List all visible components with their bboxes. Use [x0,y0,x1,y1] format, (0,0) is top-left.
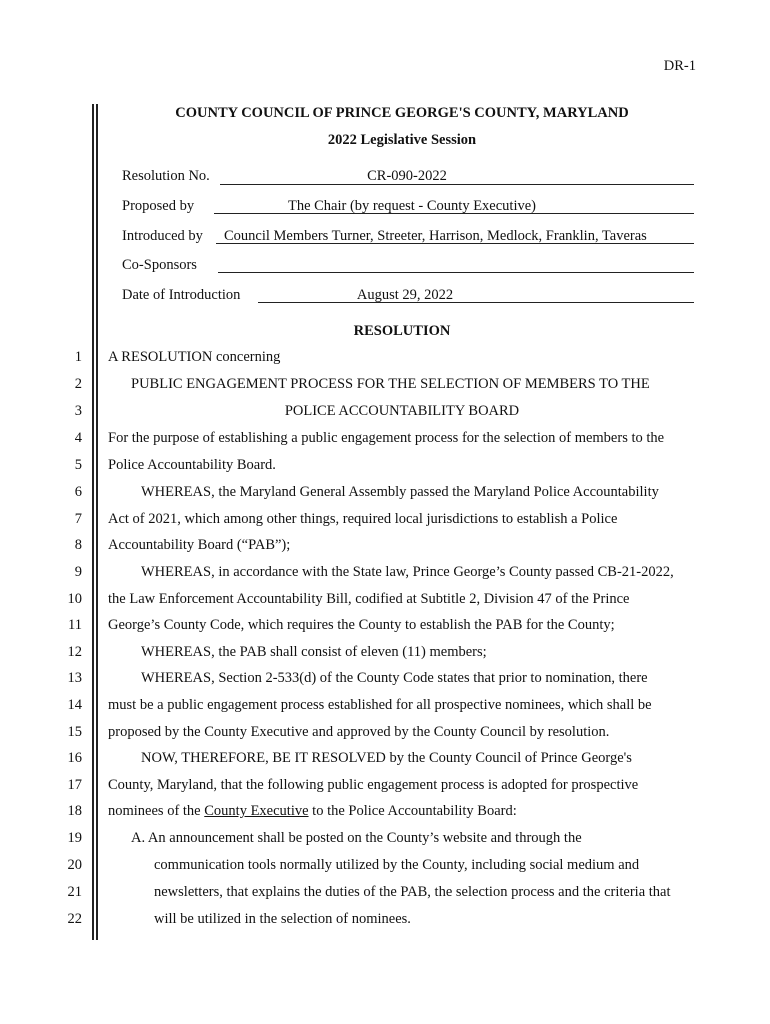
body-line: the Law Enforcement Accountability Bill, codified at Subtitle 2, Division 47 of the Prince [108,591,630,607]
body-line: George’s County Code, which requires the County to establish the PAB for the County; [108,617,615,633]
line-number: 14 [67,697,82,713]
body-line: WHEREAS, in accordance with the State law, Prince George’s County passed CB-21-2022, [141,564,674,580]
field-value-resolution-no: CR-090-2022 [367,168,447,184]
line-number: 22 [67,911,82,927]
line18-underlined: County Executive [204,803,309,819]
body-line: newsletters, that explains the duties of the PAB, the selection process and the criteria that [154,884,671,900]
field-label-co-sponsors: Co-Sponsors [122,257,197,273]
field-value-date-of-introduction: August 29, 2022 [356,287,454,303]
body-line: WHEREAS, the PAB shall consist of eleven (11) members; [141,644,487,660]
body-line: A RESOLUTION concerning [108,349,281,365]
line-number: 18 [67,803,82,819]
council-title: COUNTY COUNCIL OF PRINCE GEORGE'S COUNTY, MARYLAND [175,105,629,121]
line-number: 16 [67,750,82,766]
line-number: 19 [67,830,82,846]
body-line: County, Maryland, that the following public engagement process is adopted for prospective [108,777,639,793]
line-number: 13 [67,670,82,686]
resolution-heading: RESOLUTION [353,323,451,339]
line-number: 17 [67,777,82,793]
line-number: 20 [67,857,82,873]
field-value-proposed-by: The Chair (by request - County Executive) [287,198,537,214]
field-rule [218,272,694,273]
line-number: 1 [74,349,82,365]
body-line: WHEREAS, the Maryland General Assembly passed the Maryland Police Accountability [141,484,659,500]
body-line: proposed by the County Executive and approved by the County Council by resolution. [108,724,610,740]
field-value-introduced-by: Council Members Turner, Streeter, Harrison, Medlock, Franklin, Taveras [224,228,647,244]
body-line: communication tools normally utilized by the County, including social medium and [154,857,640,873]
line-number: 21 [67,884,82,900]
body-line: For the purpose of establishing a public engagement process for the selection of members to the [108,430,665,446]
line18-after: to the Police Accountability Board: [308,803,517,819]
field-label-proposed-by: Proposed by [122,198,195,214]
line-number: 2 [74,376,82,392]
session-title: 2022 Legislative Session [327,132,477,148]
line18-before: nominees of the [108,803,205,819]
margin-bar-outer [92,104,94,940]
line-number: 5 [74,457,82,473]
line-number: 9 [74,564,82,580]
line-number: 4 [74,430,82,446]
field-label-resolution-no: Resolution No. [122,168,210,184]
body-line: will be utilized in the selection of nominees. [154,911,411,927]
line-number: 10 [67,591,82,607]
body-line: Act of 2021, which among other things, required local jurisdictions to establish a Police [108,511,618,527]
body-line: NOW, THEREFORE, BE IT RESOLVED by the County Council of Prince George's [141,750,632,766]
line-number: 3 [74,403,82,419]
document-id: DR-1 [663,58,696,74]
body-line: must be a public engagement process established for all prospective nominees, which shall be [108,697,652,713]
body-line: POLICE ACCOUNTABILITY BOARD [284,403,520,419]
line-number: 15 [67,724,82,740]
field-label-introduced-by: Introduced by [122,228,203,244]
line-number: 8 [74,537,82,553]
body-line-18 [108,803,517,820]
body-line: PUBLIC ENGAGEMENT PROCESS FOR THE SELECTION OF MEMBERS TO THE [131,376,650,392]
field-label-date-of-introduction: Date of Introduction [122,287,241,303]
body-line: Accountability Board (“PAB”); [108,537,291,553]
body-line: WHEREAS, Section 2-533(d) of the County Code states that prior to nomination, there [141,670,648,686]
margin-bar-inner [96,104,98,940]
list-item-a: A. An announcement shall be posted on the County’s website and through the [131,830,582,846]
line-number: 11 [68,617,82,633]
line-number: 7 [74,511,82,527]
body-line: Police Accountability Board. [108,457,276,473]
line-number: 12 [67,644,82,660]
line-number: 6 [74,484,82,500]
